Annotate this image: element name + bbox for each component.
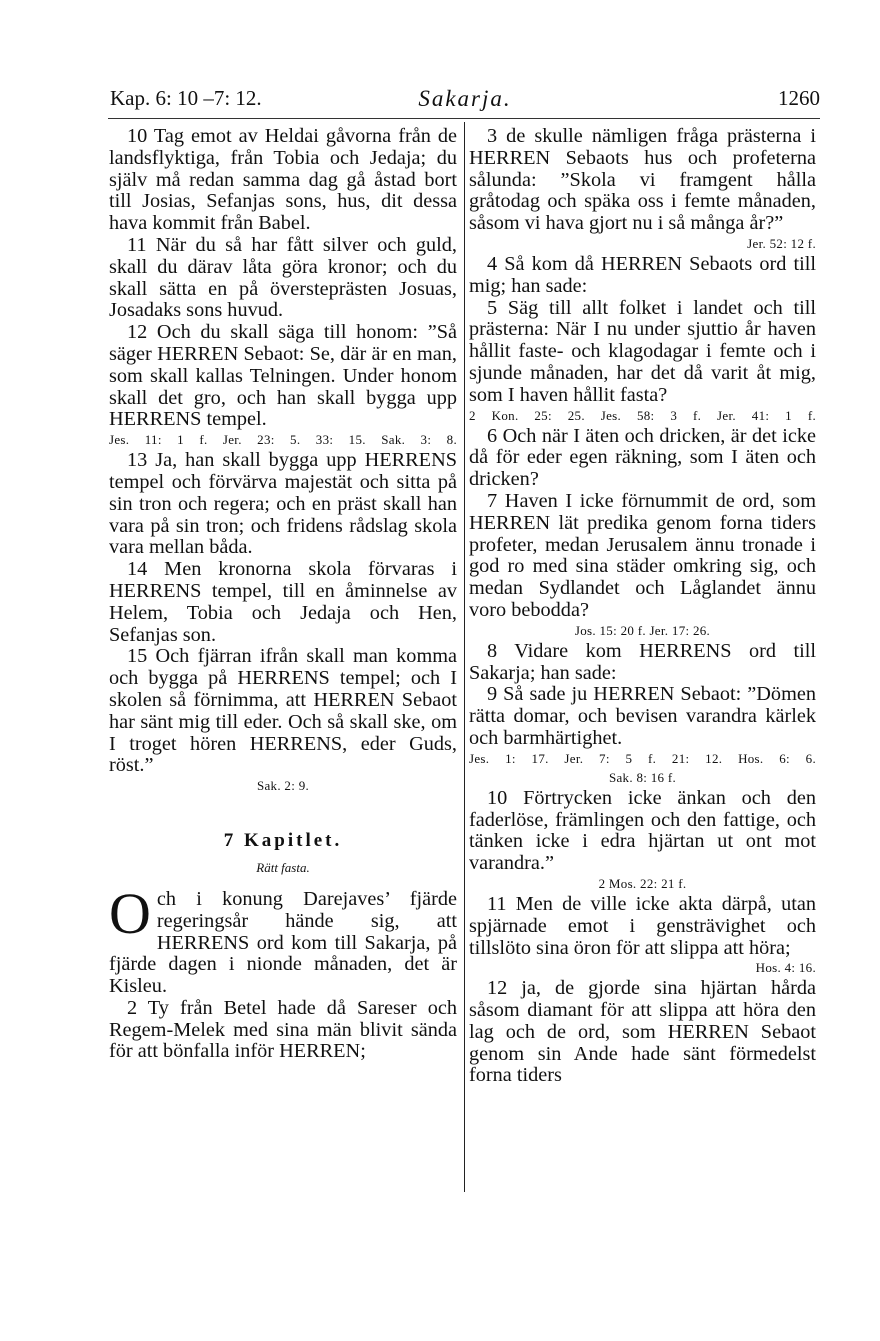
- cross-reference: 2 Kon. 25: 25. Jes. 58: 3 f. Jer. 41: 1 f.: [469, 407, 816, 423]
- verse-6-13: 13 Ja, han skall bygga upp HERRENS tempel och förvärva majestät och sitta på sin tron och regera; och en präst skall han vara på sin tron; och fridens rådslag skola vara mellan båda.: [109, 449, 457, 559]
- right-column: [469, 126, 816, 1087]
- verse-7-6: 6 Och när I äten och dricken, är det icke då för eder egen räkning, som I äten och dricken?: [469, 424, 816, 491]
- verse-7-8: 8 Vidare kom HERRENS ord till Sakarja; han sade:: [469, 639, 816, 684]
- cross-reference: 2 Mos. 22: 21 f.: [598, 875, 687, 891]
- cross-reference: Jes. 1: 17. Jer. 7: 5 f. 21: 12. Hos. 6: 6.: [469, 750, 816, 766]
- verse-6-15: 15 Och fjärran ifrån skall man komma och bygga på HERRENS tempel; och I skolen så förnimma, att HERREN Sebaot har sänt mig till eder. Och så skall ske, om I troget hören HERRENS, eder Guds, röst.”: [109, 645, 457, 777]
- verse-6-12: 12 Och du skall säga till honom: ”Så säger HERREN Sebaot: Se, där är en man, som skall kallas Telningen. Under honom skall det gro, och han skall bygga upp HERRENS tempel.: [109, 321, 457, 431]
- verse-7-7: 7 Haven I icke förnummit de ord, som HERREN lät predika genom forna tiders profeter, medan Jerusalem ännu tronade i god ro med sina städer omkring sig, och medan Sydlandet och Låglandet ännu voro bebodda?: [469, 489, 816, 621]
- page-number: 1260: [778, 86, 820, 110]
- verse-7-5: 5 Säg till allt folket i landet och till prästerna: När I nu under sjuttio år haven hållit faste- och klagodagar i femte och i sjunde månaden, har det då varit åt mig, som I haven hållit fasta?: [469, 296, 816, 406]
- book-title: Sakarja.: [418, 86, 512, 111]
- verse-7-11: 11 Men de ville icke akta därpå, utan spjärnade emot i gensträvighet och tillslöto sina öron för att slippa att höra;: [469, 892, 816, 959]
- cross-reference: Sak. 2: 9.: [256, 778, 310, 794]
- cross-reference: Jos. 15: 20 f. Jer. 17: 26.: [574, 622, 711, 638]
- left-column: [109, 126, 457, 1063]
- verse-7-9: 9 Så sade ju HERREN Sebaot: ”Dömen rätta domar, och bevisen varandra kärlek och barmhärtighet.: [469, 683, 816, 749]
- verse-7-2: 2 Ty från Betel hade då Sareser och Regem-Melek med sina män blivit sända för att bönfalla inför HERREN;: [109, 996, 457, 1063]
- chapter-range: Kap. 6: 10 –7: 12.: [110, 86, 262, 110]
- verse-7-1: [109, 880, 457, 998]
- column-divider: [464, 122, 465, 1192]
- cross-reference: Jer. 52: 12 f.: [747, 235, 816, 251]
- header-rule: [108, 118, 820, 119]
- chapter-heading: 7 Kapitlet.: [223, 830, 343, 852]
- cross-reference: Jes. 11: 1 f. Jer. 23: 5. 33: 15. Sak. 3: 8.: [109, 432, 457, 448]
- verse-7-3: 3 de skulle nämligen fråga prästerna i HERREN Sebaots hus och profeterna sålunda: ”Skola vi framgent hålla gråtodag och späka oss i femte månaden, såsom vi hava gjort nu i så många år?”: [469, 125, 816, 235]
- verse-7-10: 10 Förtrycken icke änkan och den faderlöse, främlingen och den fattige, och tänken icke i edra hjärtan ut ont mot varandra.”: [469, 786, 816, 875]
- cross-reference: Hos. 4: 16.: [755, 960, 816, 976]
- verse-6-11: 11 När du så har fått silver och guld, skall du därav låta göra kronor; och du skall sätta en på översteprästen Josuas, Josadaks sons huvud.: [109, 233, 457, 322]
- page-header: [110, 86, 820, 116]
- chapter-subtitle: Rätt fasta.: [256, 860, 310, 876]
- verse-7-4: 4 Så kom då HERREN Sebaots ord till mig; han sade:: [469, 252, 816, 297]
- verse-7-1-text: ch i konung Darejaves’ fjärde regeringsår hände sig, att HERRENS ord kom till Sakarja, på fjärde dagen i nionde månaden, det är Kisleu.: [109, 887, 457, 998]
- verse-7-12: 12 ja, de gjorde sina hjärtan hårda såsom diamant för att slippa att höra den lag och de ord, som HERREN Sebaot genom sin Ande hade sänt förmedelst forna tiders: [469, 977, 816, 1087]
- verse-6-10: 10 Tag emot av Heldai gåvorna från de landsflyktiga, från Tobia och Jedaja; du själv må redan samma dag gå åstad bort till Josias, Sefanjas sons, hus, dit dessa hava kommit från Babel.: [109, 125, 457, 235]
- verse-6-14: 14 Men kronorna skola förvaras i HERRENS tempel, till en åminnelse av Helem, Tobia och Jedaja och Hen, Sefanjas son.: [109, 558, 457, 646]
- cross-reference: Sak. 8: 16 f.: [608, 769, 677, 785]
- drop-cap: O: [109, 880, 151, 946]
